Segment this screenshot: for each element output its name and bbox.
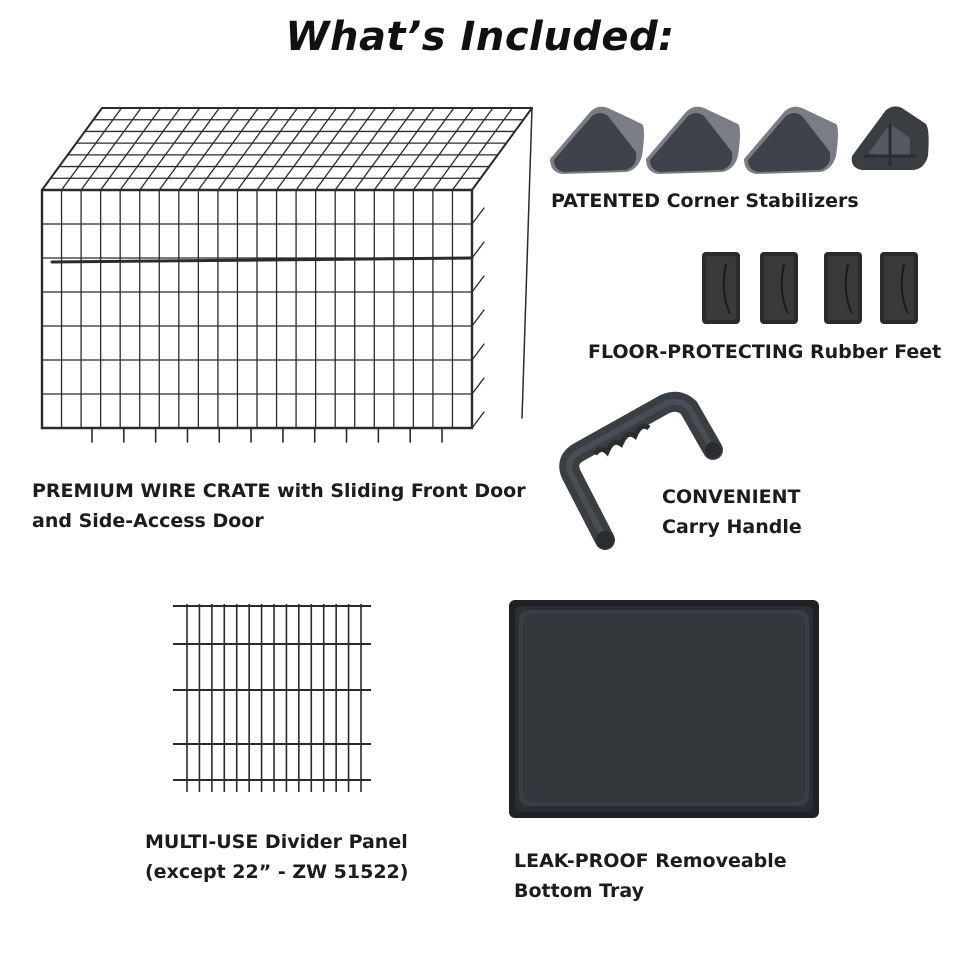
handle-caption-line-1: CONVENIENT xyxy=(662,486,801,508)
rubber-foot-3 xyxy=(824,252,862,324)
rubber-feet-image xyxy=(700,250,940,330)
rubber-foot-2 xyxy=(760,252,798,324)
crate-caption-line-2: and Side-Access Door xyxy=(32,510,264,532)
handle-caption-line-2: Carry Handle xyxy=(662,516,802,538)
corner-stabilizer-1 xyxy=(550,107,644,174)
feet-caption-line-1: FLOOR-PROTECTING Rubber Feet xyxy=(588,341,942,363)
feet-caption xyxy=(588,337,941,367)
corner-stabilizer-2 xyxy=(646,107,740,174)
divider-panel-image xyxy=(165,598,405,798)
handle-caption xyxy=(662,482,802,542)
crate-caption-line-1: PREMIUM WIRE CRATE with Sliding Front Door xyxy=(32,480,526,502)
tray-caption-line-2: Bottom Tray xyxy=(514,880,645,902)
rubber-foot-4 xyxy=(880,252,918,324)
rubber-foot-1 xyxy=(702,252,740,324)
crate-caption xyxy=(32,476,526,536)
bottom-tray-image xyxy=(505,596,825,826)
tray-caption-line-1: LEAK-PROOF Removeable xyxy=(514,850,787,872)
stabilizers-caption xyxy=(551,186,859,216)
corner-stabilizers-image xyxy=(540,100,940,190)
corner-stabilizer-4 xyxy=(852,106,929,170)
stabilizers-caption-line-1: PATENTED Corner Stabilizers xyxy=(551,190,859,212)
divider-caption-line-2: (except 22” - ZW 51522) xyxy=(145,861,409,883)
page-title: What’s Included: xyxy=(285,14,675,60)
tray-caption xyxy=(514,846,787,906)
divider-caption-line-1: MULTI-USE Divider Panel xyxy=(145,831,408,853)
corner-stabilizer-3 xyxy=(744,107,838,174)
divider-caption xyxy=(145,827,408,887)
